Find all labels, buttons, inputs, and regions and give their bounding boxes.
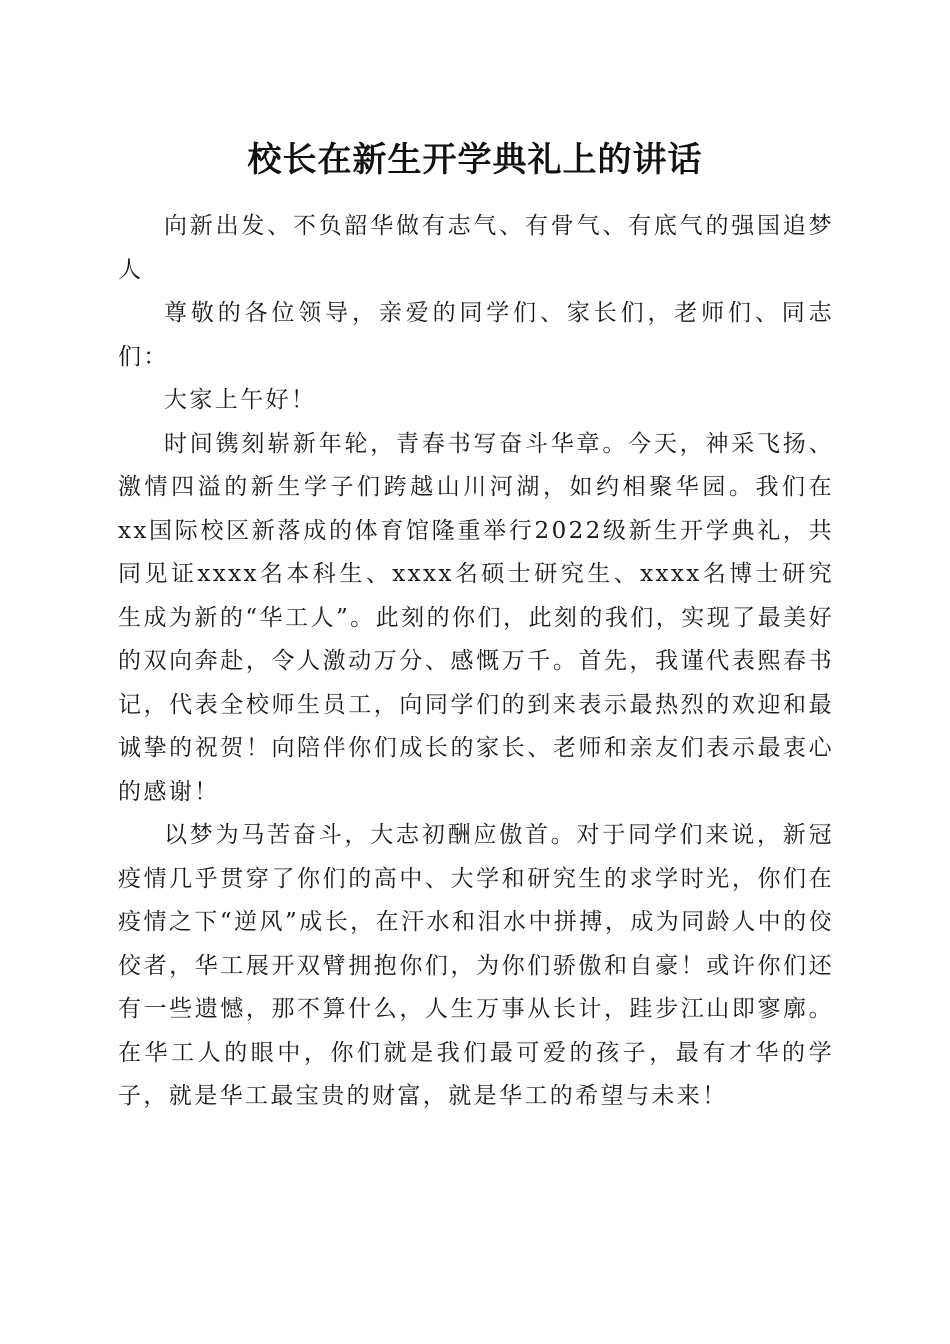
document-body	[118, 205, 834, 1119]
paragraph-subtitle: 向新出发、不负韶华做有志气、有骨气、有底气的强国追梦人	[118, 213, 834, 283]
paragraph-greeting: 大家上午好！	[164, 387, 317, 413]
paragraph-encouragement: 以梦为马苦奋斗，大志初酬应傲首。对于同学们来说，新冠疫情几乎贯穿了你们的高中、大学和研究生的求学时光，你们在疫情之下“逆风”成长，在汗水和泪水中拼搏，成为同龄人中的佼佼者，华工展开双臂拥抱你们，为你们骄傲和自豪！或许你们还有一些遗憾，那不算什么，人生万事从长计，跬步江山即寥廓。在华工人的眼中，你们就是我们最可爱的孩子，最有才华的学子，就是华工最宝贵的财富，就是华工的希望与未来！	[118, 822, 834, 1109]
document-title: 校长在新生开学典礼上的讲话	[247, 140, 703, 180]
paragraph-salutation: 尊敬的各位领导，亲爱的同学们、家长们，老师们、同志们：	[118, 300, 834, 370]
paragraph-welcome: 时间镌刻崭新年轮，青春书写奋斗华章。今天，神采飞扬、激情四溢的新生学子们跨越山川河湖，如约相聚华园。我们在xx国际校区新落成的体育馆隆重举行2022级新生开学典礼，共同见证xxxx名本科生、xxxx名硕士研究生、xxxx名博士研究生成为新的“华工人”。此刻的你们，此刻的我们，实现了最美好的双向奔赴，令人激动万分、感慨万千。首先，我谨代表熙春书记，代表全校师生员工，向同学们的到来表示最热烈的欢迎和最诚挚的祝贺！向陪伴你们成长的家长、老师和亲友们表示最衷心的感谢！	[118, 430, 834, 805]
